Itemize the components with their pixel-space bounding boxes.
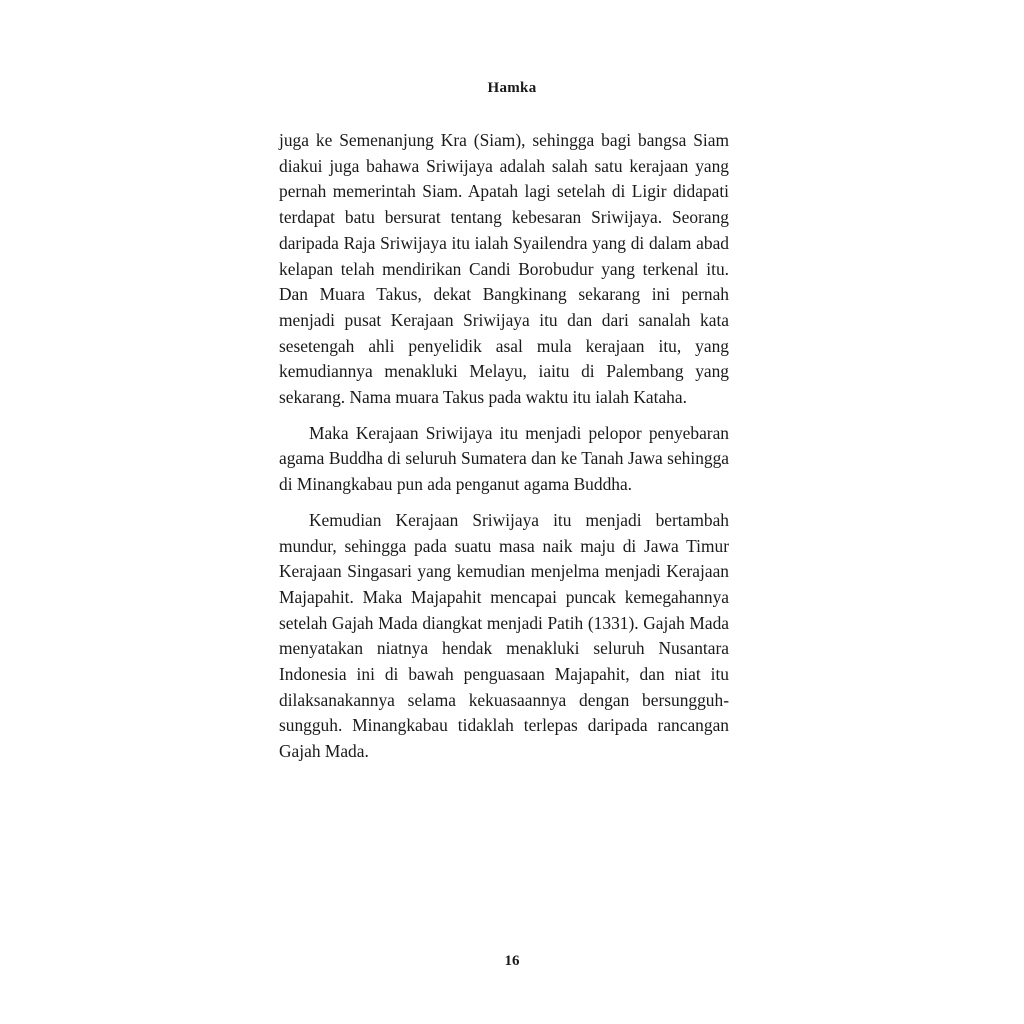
paragraph-3: Kemudian Kerajaan Sriwijaya itu menjadi bertambah mundur, sehingga pada suatu masa naik maju di Jawa Timur Kerajaan Singasari yang kemudian menjelma menjadi Kerajaan Majapahit. Maka Majapahit mencapai puncak kemegahannya setelah Gajah Mada diangkat menjadi Patih (1331). Gajah Mada menyatakan niatnya hendak menakluki seluruh Nusantara Indonesia ini di bawah penguasaan Majapahit, dan niat itu dilaksanakannya selama kekuasaannya dengan bersungguh-sungguh. Minangkabau tidaklah terlepas daripada rancangan Gajah Mada. [279,509,729,762]
paragraph-2: Maka Kerajaan Sriwijaya itu menjadi pelopor penyebaran agama Buddha di seluruh Sumatera dan ke Tanah Jawa sehingga di Minangkabau pun ada penganut agama Buddha. [279,422,729,495]
paragraph-1: juga ke Semenanjung Kra (Siam), sehingga bagi bangsa Siam diakui juga bahawa Sriwijaya adalah salah satu kerajaan yang pernah memerintah Siam. Apatah lagi setelah di Ligir didapati terdapat batu bersurat tentang kebesaran Sriwijaya. Seorang daripada Raja Sriwijaya itu ialah Syailendra yang di dalam abad kelapan telah mendirikan Candi Borobudur yang terkenal itu. Dan Muara Takus, dekat Bangkinang sekarang ini pernah menjadi pusat Kerajaan Sriwijaya itu dan dari sanalah kata sesetengah ahli penyelidik asal mula kerajaan itu, yang kemudiannya menakluki Melayu, iaitu di Palembang yang sekarang. Nama muara Takus pada waktu itu ialah Kataha. [279,130,729,408]
body-text [279,128,729,765]
running-head: Hamka [487,80,537,96]
page-number: 16 [504,953,520,969]
